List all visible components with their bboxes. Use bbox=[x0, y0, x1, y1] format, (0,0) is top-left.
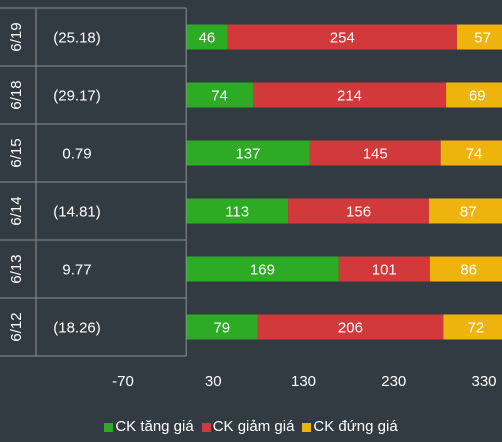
x-tick-label-1: 30 bbox=[204, 373, 222, 390]
data-label-1-1: 214 bbox=[337, 87, 363, 105]
x-tick-label-0: -70 bbox=[112, 373, 134, 390]
data-label-1-2: 145 bbox=[362, 145, 388, 163]
legend-item-unchanged bbox=[302, 418, 397, 436]
data-label-0-3: 113 bbox=[225, 203, 250, 221]
category-value-label-1: (29.17) bbox=[53, 87, 101, 105]
legend-label-unchanged: CK đứng giá bbox=[313, 418, 398, 435]
data-label-1-5: 206 bbox=[337, 319, 363, 337]
data-label-2-1: 69 bbox=[468, 87, 486, 105]
data-label-1-0: 254 bbox=[329, 29, 355, 47]
category-date-label-4: 6/13 bbox=[8, 254, 25, 284]
legend-swatch-falling bbox=[202, 423, 211, 432]
legend-item-falling bbox=[202, 418, 295, 436]
category-date-label-0: 6/19 bbox=[8, 22, 25, 52]
data-label-0-1: 74 bbox=[211, 87, 228, 105]
data-label-1-3: 156 bbox=[346, 203, 372, 221]
data-label-2-4: 86 bbox=[460, 261, 478, 279]
category-value-label-0: (25.18) bbox=[53, 29, 101, 47]
data-label-0-4: 169 bbox=[249, 261, 275, 279]
data-label-2-0: 57 bbox=[474, 29, 491, 47]
data-label-2-3: 87 bbox=[459, 203, 477, 221]
category-value-label-5: (18.26) bbox=[53, 319, 101, 337]
category-date-label-1: 6/18 bbox=[8, 80, 25, 110]
x-tick-label-3: 230 bbox=[381, 373, 407, 390]
legend-label-rising: CK tăng giá bbox=[115, 418, 194, 435]
category-date-label-5: 6/12 bbox=[8, 312, 25, 342]
data-label-0-5: 79 bbox=[213, 319, 231, 337]
category-date-label-3: 6/14 bbox=[8, 196, 25, 226]
category-date-label-2: 6/15 bbox=[8, 138, 25, 168]
x-tick-label-2: 130 bbox=[290, 373, 317, 390]
data-label-0-0: 46 bbox=[198, 29, 216, 47]
x-tick-label-4: 330 bbox=[471, 373, 497, 390]
category-value-label-2: 0.79 bbox=[62, 145, 92, 163]
category-value-label-3: (14.81) bbox=[53, 203, 101, 221]
data-label-2-2: 74 bbox=[465, 145, 483, 163]
legend-item-rising bbox=[104, 418, 193, 436]
data-label-0-2: 137 bbox=[235, 145, 261, 163]
chart-legend bbox=[0, 418, 502, 436]
legend-swatch-unchanged bbox=[302, 423, 311, 432]
category-value-label-4: 9.77 bbox=[62, 261, 92, 279]
legend-swatch-rising bbox=[104, 423, 113, 432]
data-label-1-4: 101 bbox=[371, 261, 397, 279]
data-label-2-5: 72 bbox=[467, 319, 485, 337]
legend-label-falling: CK giảm giá bbox=[212, 418, 295, 435]
